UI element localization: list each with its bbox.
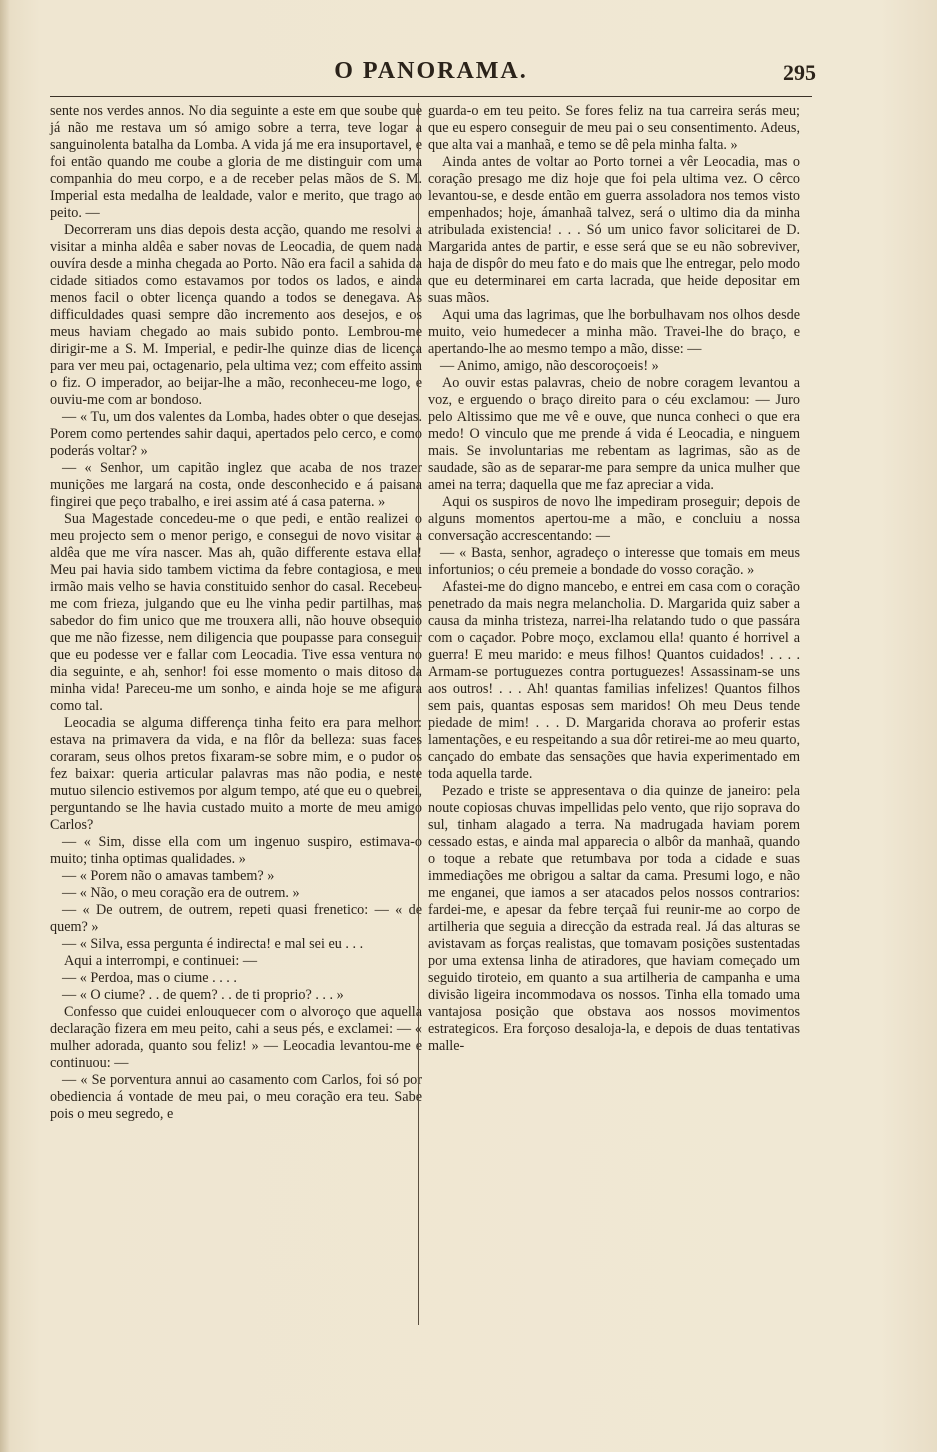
paragraph: — « Porem não o amavas tambem? »: [62, 868, 275, 884]
paragraph: Afastei-me do digno mancebo, e entrei em casa com o coração penetrado da mais negra melancholia. D. Margarida quiz saber a causa da minha tristeza, narrei-lha relatando tudo o que passára com o caçador. Pobre moço, exclamou ella! quanto é horrivel a guerra! E meu marido: e meus filhos! Quantos cuidados! . . . . Armam-se portuguezes contra portuguezes! Assassinam-se uns aos outros! . . . Ah! quantas familias infelizes! Quantos filhos sem pais, quantas esposas sem maridos! Oh meu Deus tende piedade de mim! . . . D. Margarida chorava ao proferir estas lamentações, e eu respeitando a sua dôr retirei-me ao meu quarto, cançado do embate das sensações que havia experimentado em toda aquella tarde.: [428, 579, 800, 782]
paragraph: — « Senhor, um capitão inglez que acaba de nos trazer munições me largará na costa, onde desconhecido e á paisana fingirei que peço trabalho, e irei assim até á casa paterna. »: [50, 460, 422, 510]
paragraph: Leocadia se alguma differença tinha feito era para melhor: estava na primavera da vida, e na flôr da belleza: suas faces coraram, seus olhos pretos fixaram-se sobre mim, e o pudor os fez baixar: queria articular palavras mas não podia, e neste mutuo silencio estivemos por algum tempo, até que eu o quebrei, perguntando se lhe havia custado muito a morte de meu amigo Carlos?: [50, 715, 422, 833]
paragraph: guarda-o em teu peito. Se fores feliz na tua carreira serás meu; que eu espero conseguir de meu pai o seu consentimento. Adeus, que alta vai a manhaã, e temo se dê pela minha falta. »: [428, 103, 800, 153]
journal-title: O PANORAMA.: [334, 58, 528, 84]
paragraph: Ao ouvir estas palavras, cheio de nobre coragem levantou a voz, e erguendo o braço direito para o céu exclamou: — Juro pelo Altissimo que me vê e ouve, que nunca conheci o que era medo! O vinculo que me prende á vida é Leocadia, e ninguem mais. Se involuntarias me rebentam as lagrimas, são as de saudade, são as de separar-me para sempre da unica mulher que amei na terra; daquella que me faz apreciar a vida.: [428, 375, 800, 493]
column-divider: [418, 103, 419, 1325]
right-column: [428, 103, 800, 1055]
paragraph: sente nos verdes annos. No dia seguinte a este em que soube que já não me restava um só amigo sobre a terra, teve logar a sanguinolenta batalha da Lomba. A vida já me era insuportavel, e foi então quando me coube a gloria de me distinguir com uma companhia do meu corpo, e a de receber pelas mãos de S. M. Imperial esta medalha de lealdade, valor e merito, que trago ao peito. —: [50, 103, 422, 221]
header-rule: [50, 96, 812, 97]
paragraph: Decorreram uns dias depois desta acção, quando me resolvi a visitar a minha aldêa e saber novas de Leocadia, de quem nada ouvíra desde a minha chegada ao Porto. Não era facil a sahida da cidade sitiados como estavamos por todos os lados, e ainda menos facil o obter licença quando a todos se denegava. As difficuldades quasi sempre dão incremento aos desejos, e os meus haviam chegado ao mais subido ponto. Lembrou-me dirigir-me a S. M. Imperial, e pedir-lhe quinze dias de licença para ver meu pai, octagenario, pela ultima vez; com effeito assim o fiz. O imperador, ao beijar-lhe a mão, reconheceu-me logo, e ouviu-me com ar bondoso.: [50, 222, 422, 408]
paragraph: — « Tu, um dos valentes da Lomba, hades obter o que desejas. Porem como pertendes sahir daqui, apertados pelo cerco, e como poderás voltar? »: [50, 409, 422, 459]
paragraph: — « Basta, senhor, agradeço o interesse que tomais em meus infortunios; o céu premeie a bondade do vosso coração. »: [428, 545, 800, 578]
page-number: 295: [783, 60, 816, 85]
paragraph: — « Sim, disse ella com um ingenuo suspiro, estimava-o muito; tinha optimas qualidades. »: [50, 834, 422, 867]
paragraph: Confesso que cuidei enlouquecer com o alvoroço que aquella declaração fizera em meu peito, cahi a seus pés, e exclamei: — « mulher adorada, quanto sou feliz! » — Leocadia levantou-me e continuou: —: [50, 1004, 422, 1071]
paragraph: Pezado e triste se appresentava o dia quinze de janeiro: pela noute copiosas chuvas impellidas pelo vento, que rijo soprava do sul, tinham alagado a terra. Na madrugada haviam porem cessado estas, e ainda mal apparecia o albôr da manhaã, quando o toque a rebate que retumbava por toda a cidade e suas immediações me obrigou a saltar da cama. Presumi logo, e não me enganei, que iamos a ser atacados pelos nossos contrarios: fardei-me, e apesar da febre terçaã fui reunir-me ao corpo de artilheria que seguia a direcção da estrada real. Já das alturas se avistavam as forças realistas, que tomavam posições sustentadas por uma extensa linha de atiradores, que haviam começado um seguido tiroteio, em quanto a sua artilheria de campanha e uma divisão ligeira incommodava os nossos. Tinha ella tomado uma vantajosa posição que obstava aos nossos movimentos estrategicos. Era forçoso desaloja-la, e depois de duas tentativas malle-: [428, 783, 800, 1054]
paragraph: Aqui os suspiros de novo lhe impediram proseguir; depois de alguns momentos apertou-me a mão, e concluiu a nossa conversação accrescentando: —: [428, 494, 800, 544]
paragraph: — « Silva, essa pergunta é indirecta! e mal sei eu . . .: [62, 936, 364, 952]
paragraph: Aqui uma das lagrimas, que lhe borbulhavam nos olhos desde muito, veio humedecer a minha mão. Travei-lhe do braço, e apertando-lhe ao mesmo tempo a mão, disse: —: [428, 307, 800, 357]
paragraph: — « O ciume? . . de quem? . . de ti proprio? . . . »: [62, 987, 344, 1003]
paragraph: — Animo, amigo, não descoroçoeis! »: [440, 358, 659, 374]
page-fold-shadow: [0, 0, 10, 1452]
paragraph: — « Se porventura annui ao casamento com Carlos, foi só por obediencia á vontade de meu pai, o meu coração era teu. Sabe pois o meu segredo, e: [50, 1072, 422, 1122]
left-column: [50, 103, 422, 1123]
paragraph: Aqui a interrompi, e continuei: —: [64, 953, 258, 969]
paragraph: Ainda antes de voltar ao Porto tornei a vêr Leocadia, mas o coração presago me diz hoje que foi pela ultima vez. O cêrco levantou-se, e desde então em guerra assoladora nos temos visto empenhados; hoje, ámanhaã talvez, será o ultimo dia da minha atribulada existencia! . . . Só um unico favor solicitarei de D. Margarida antes de partir, e esse será que se eu não sobreviver, haja de dispôr do meu fato e do mais que lhe entregar, pelo modo que eu determinarei em carta lacrada, que heide depositar em suas mãos.: [428, 154, 800, 306]
paragraph: — « Não, o meu coração era de outrem. »: [62, 885, 300, 901]
page-header: [50, 58, 816, 92]
paragraph: — « De outrem, de outrem, repeti quasi frenetico: — « de quem? »: [50, 902, 422, 935]
paragraph: — « Perdoa, mas o ciume . . . .: [62, 970, 237, 986]
paragraph: Sua Magestade concedeu-me o que pedi, e então realizei o meu projecto sem o menor perigo, e consegui de novo visitar a aldêa que me víra nascer. Mas ah, quão differente estava ella! Meu pai havia sido tambem victima da febre contagiosa, e meu irmão mais velho se havia constituido senhor do casal. Recebeu-me com frieza, julgando que eu lhe vinha pedir partilhas, mas sabedor do fim unico que me trouxera alli, não houve obsequio que me não fizesse, nem diligencia que poupasse para conseguir que eu podesse ver e fallar com Leocadia. Tive essa ventura no dia seguinte, e ah, senhor! foi esse momento o mais ditoso da minha vida! Pareceu-me um sonho, e ainda hoje se me afigura como tal.: [50, 511, 422, 714]
